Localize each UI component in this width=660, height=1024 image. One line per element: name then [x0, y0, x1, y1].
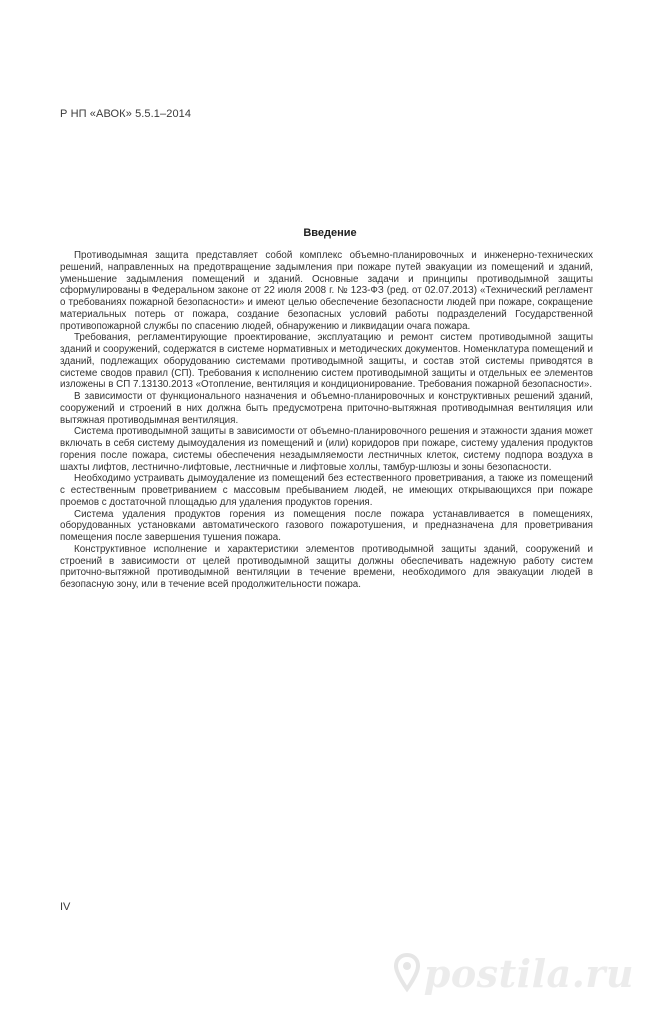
body-text: [60, 250, 593, 591]
watermark-text: postila.ru: [423, 950, 634, 996]
paragraph: Конструктивное исполнение и характеристики элементов противодымной защиты зданий, сооружений и строений в зависимости от целей противодымной защиты должны обеспечивать надежную работу систем приточно-вытяжной противодымной вентиляции в течение времени, необходимого для эвакуации людей в безопасную зону, или в течение всей продолжительности пожара.: [60, 543, 593, 590]
running-header: Р НП «АВОК» 5.5.1–2014: [60, 108, 192, 120]
pin-icon: [394, 953, 420, 993]
paragraph: Система удаления продуктов горения из помещения после пожара устанавливается в помещениях, оборудованных установками автоматического газового пожаротушения, и предназначена для проветривания помещения после завершения тушения пожара.: [60, 508, 593, 543]
paragraph: Противодымная защита представляет собой комплекс объемно-планировочных и инженерно-технических решений, направленных на предотвращение задымления при пожаре путей эвакуации из помещений и зданий, уменьшение задымления помещений и зданий. Основные задачи и принципы противодымной защиты сформулированы в Федеральном законе от 22 июля 2008 г. № 123-ФЗ (ред. от 02.07.2013) «Технический регламент о требованиях пожарной безопасности» и имеют целью обеспечение безопасности людей при пожаре, сокращение материальных потерь от пожара, создание безопасных условий работы подразделений Государственной противопожарной службы по спасению людей, обнаружению и ликвидации очага пожара.: [60, 250, 593, 332]
paragraph: Необходимо устраивать дымоудаление из помещений без естественного проветривания, а также из помещений с естественным проветриванием с массовым пребыванием людей, не имеющих открывающихся при пожаре проемов с достаточной площадью для удаления продуктов горения.: [60, 473, 593, 508]
section-title: Введение: [303, 227, 357, 239]
page-number: IV: [60, 901, 71, 913]
paragraph: В зависимости от функционального назначения и объемно-планировочных и конструктивных решений зданий, сооружений и строений в них должна быть предусмотрена приточно-вытяжная противодымная вентиляция или вытяжная противодымная вентиляция.: [60, 391, 593, 426]
paragraph: Система противодымной защиты в зависимости от объемно-планировочного решения и этажности здания может включать в себя систему дымоудаления из помещений и (или) коридоров при пожаре, систему удаления продуктов горения после пожара, системы обеспечения незадымляемости лестничных клеток, систему подпора воздуха в шахты лифтов, лестнично-лифтовые, лестничные и лифтовые холлы, тамбур-шлюзы и зоны безопасности.: [60, 426, 593, 473]
watermark: [402, 948, 634, 998]
watermark-logo: [394, 951, 634, 996]
paragraph: Требования, регламентирующие проектирование, эксплуатацию и ремонт систем противодымной защиты зданий и сооружений, содержатся в системе нормативных и методических документов. Номенклатура помещений и зданий, подлежащих оборудованию системами противодымной защиты, и состав этой системы приводятся в системе сводов правил (СП). Требования к исполнению систем противодымной защиты и отдельных ее элементов изложены в СП 7.13130.2013 «Отопление, вентиляция и кондиционирование. Требования пожарной безопасности».: [60, 332, 593, 391]
